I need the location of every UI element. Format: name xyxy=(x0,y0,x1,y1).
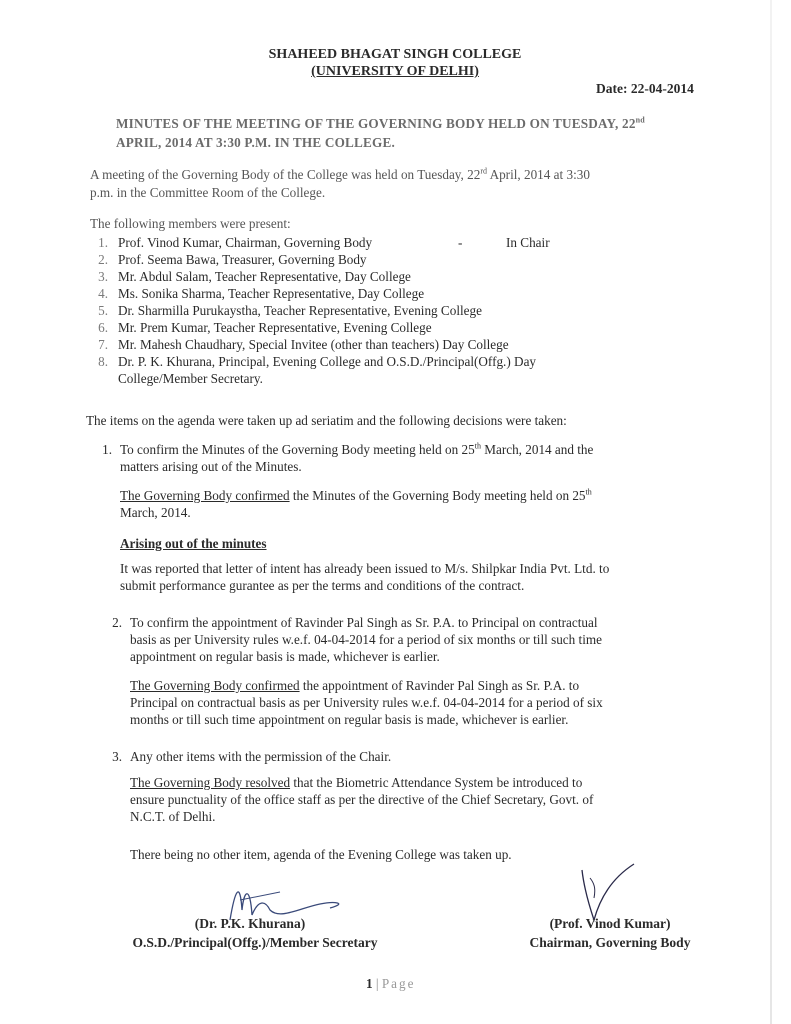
agenda-intro: The items on the agenda were taken up ad seriatim and the following decisions were taken: xyxy=(86,413,567,428)
member-text: Prof. Vinod Kumar, Chairman, Governing Body xyxy=(118,235,373,250)
decision-line1: The Governing Body confirmed the Minutes of the Governing Body meeting held on 25th xyxy=(120,487,592,503)
item-text-line2: basis as per University rules w.e.f. 04-04-2014 for a period of six months or till such time xyxy=(130,632,602,647)
member-item xyxy=(98,336,738,353)
document-date: Date: 22-04-2014 xyxy=(596,81,694,96)
member-number: 8. xyxy=(98,354,108,369)
left-signatory-name: (Dr. P.K. Khurana) xyxy=(194,916,306,931)
right-signatory-name: (Prof. Vinod Kumar) xyxy=(549,916,671,931)
member-number: 3. xyxy=(98,269,108,284)
decision-line2: March, 2014. xyxy=(120,505,191,520)
member-number: 1. xyxy=(98,235,108,250)
member-item xyxy=(98,268,738,285)
member-text: Mr. Mahesh Chaudhary, Special Invitee (other than teachers) Day College xyxy=(118,337,509,352)
item-number: 2. xyxy=(112,615,122,630)
minutes-title-line1: MINUTES OF THE MEETING OF THE GOVERNING BODY HELD ON TUESDAY, 22nd xyxy=(116,115,645,131)
member-item xyxy=(98,285,738,302)
closing-statement: There being no other item, agenda of the Evening College was taken up. xyxy=(130,847,512,862)
decision-line2: ensure punctuality of the office staff as per the directive of the Chief Secretary, Govt. of xyxy=(130,792,594,807)
item-number: 1. xyxy=(102,442,112,457)
member-text: Prof. Seema Bawa, Treasurer, Governing Body xyxy=(118,252,367,267)
member-item xyxy=(98,319,738,336)
member-item xyxy=(98,234,738,251)
role-separator: - xyxy=(458,235,463,250)
page-separator: | xyxy=(375,976,379,991)
member-number: 5. xyxy=(98,303,108,318)
member-item xyxy=(98,302,738,319)
item-text-line3: appointment on regular basis is made, whichever is earlier. xyxy=(130,649,440,664)
page-number: 1 xyxy=(366,976,373,991)
decision-line3: N.C.T. of Delhi. xyxy=(130,809,216,824)
decision-lead: The Governing Body resolved xyxy=(130,775,291,790)
member-number: 2. xyxy=(98,252,108,267)
member-text: Ms. Sonika Sharma, Teacher Representative, Day College xyxy=(118,286,425,301)
decision-lead: The Governing Body confirmed xyxy=(130,678,300,693)
member-item xyxy=(98,251,738,268)
item-text-line1: To confirm the appointment of Ravinder Pal Singh as Sr. P.A. to Principal on contractual xyxy=(130,615,598,630)
university-name: (UNIVERSITY OF DELHI) xyxy=(311,64,479,79)
member-number: 7. xyxy=(98,337,108,352)
decision-line1: The Governing Body resolved that the Biometric Attendance System be introduced to xyxy=(130,775,583,790)
decision-lead: The Governing Body confirmed xyxy=(120,488,290,503)
decision-line3: months or till such time appointment on regular basis is made, whichever is earlier. xyxy=(130,712,569,727)
agenda-item-1 xyxy=(102,441,720,475)
member-number: 4. xyxy=(98,286,108,301)
member-text: Dr. P. K. Khurana, Principal, Evening College and O.S.D./Principal(Offg.) Day xyxy=(118,354,537,369)
agenda-item-3 xyxy=(112,748,730,765)
arising-line1: It was reported that letter of intent has already been issued to M/s. Shilpkar India Pvt. Ltd. to xyxy=(120,561,610,576)
members-heading: The following members were present: xyxy=(90,216,291,231)
arising-heading: Arising out of the minutes xyxy=(120,536,267,551)
item-text-line2: matters arising out of the Minutes. xyxy=(120,459,302,474)
agenda-item-1-decision xyxy=(120,487,720,521)
item-text-line1: To confirm the Minutes of the Governing Body meeting held on 25th March, 2014 and the xyxy=(120,441,594,457)
item-text-line1: Any other items with the permission of the Chair. xyxy=(130,749,392,764)
intro-line1: A meeting of the Governing Body of the College was held on Tuesday, 22rd April, 2014 at 3:30 xyxy=(90,166,590,182)
member-text-continued: College/Member Secretary. xyxy=(118,371,263,386)
left-signatory-title: O.S.D./Principal(Offg.)/Member Secretary xyxy=(132,935,378,950)
page-word: Page xyxy=(381,976,416,991)
arising-text xyxy=(120,560,740,594)
minutes-title-line2: APRIL, 2014 AT 3:30 P.M. IN THE COLLEGE. xyxy=(116,135,395,150)
member-role: In Chair xyxy=(506,235,550,250)
decision-line2: Principal on contractual basis as per University rules w.e.f. 04-04-2014 for a period of six xyxy=(130,695,603,710)
member-text: Mr. Abdul Salam, Teacher Representative, Day College xyxy=(118,269,411,284)
agenda-item-3-decision xyxy=(130,774,730,825)
member-item xyxy=(98,353,738,387)
decision-line1: The Governing Body confirmed the appointment of Ravinder Pal Singh as Sr. P.A. to xyxy=(130,678,580,693)
members-list xyxy=(98,234,738,387)
page-footer xyxy=(366,975,415,992)
agenda-item-2 xyxy=(112,614,730,665)
arising-line2: submit performance gurantee as per the terms and conditions of the contract. xyxy=(120,578,525,593)
scan-edge xyxy=(770,0,772,1024)
item-number: 3. xyxy=(112,749,122,764)
college-name: SHAHEED BHAGAT SINGH COLLEGE xyxy=(268,47,522,62)
intro-line2: p.m. in the Committee Room of the College. xyxy=(90,185,326,200)
agenda-item-2-decision xyxy=(130,677,730,728)
right-signatory-title: Chairman, Governing Body xyxy=(529,935,691,950)
member-text: Mr. Prem Kumar, Teacher Representative, Evening College xyxy=(118,320,432,335)
member-number: 6. xyxy=(98,320,108,335)
member-text: Dr. Sharmilla Purukaystha, Teacher Representative, Evening College xyxy=(118,303,482,318)
